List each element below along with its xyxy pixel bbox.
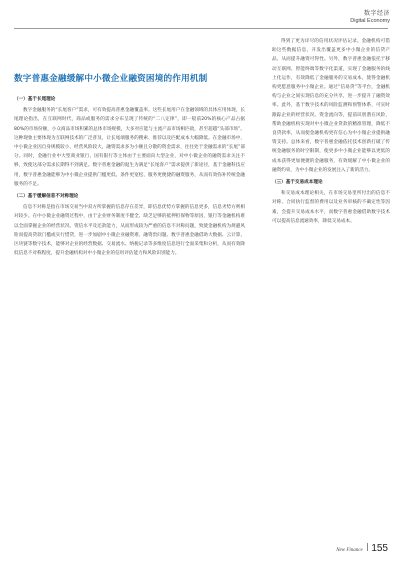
body-paragraph: 和交易成本理论相关，在市场交易里所付出的信息不对称、合同执行监督的费用以及业务审核的不确定性等因素，会提升交易成本水平，而数字普惠金融借助数字技术可以提高信息流通效率，降低交易成本。	[272, 191, 390, 224]
page-footer	[336, 543, 388, 554]
header-rule	[14, 28, 388, 29]
section-title-en: Digital Economy	[350, 18, 390, 24]
section-heading: （二）基于缓解信息不对称理论	[14, 194, 79, 200]
footer-divider	[367, 543, 368, 551]
section-heading: （三）基于交易成本理论	[272, 180, 323, 186]
running-header	[350, 8, 390, 24]
body-paragraph: 数字金融服务的“长尾客户”需求，可有效提高普惠金融覆盖率。这些长尾用户在金融领域的具体应用体现，长尾理论指出，在互联网时代，商品或服务的需求分布呈现了传统的“二八定律”，即一般前20%的核心产品占据80%的市场份额，小众商品市场积累的总体市场规模，大多对应能与主流产品市场相匹敌，甚至超越“头部市场”。这种现象主要体现为互联网技术的广泛普及，让长尾端服务的搜索、推荐以及匹配成本大幅降低。在金融市场中，中小微企业因自身规模较小、经营风险较大，融资需求多为小额且分散的资金需求，往往处于金融需求的“长尾”部分。同时，金融行业中大型商业银行、国有银行等主体由于主要面向大型企业，对中小微企业的融资需求关注不够，致使这部分需求长期得不到满足。数字普惠金融的诞生为满足“长尾客户”需求提供了新途径，基于金融科技应用，数字普惠金融能够为中小微企业提供门槛更低、条件更宽松、服务更便捷的融资服务，从而有效弥补传统金融服务的不足。	[14, 108, 245, 187]
section-heading: （一）基于长尾理论	[14, 97, 56, 102]
magazine-name: New Finance	[336, 548, 363, 553]
body-paragraph: 得到了更为详尽的信用状况评估记录。金融机构可借助这些数据信息，开发出覆盖更多中小微企业的信贷产品，从而提升融资可得性。另外，数字普惠金融依托于移动互联网、智能终端等数字化渠道，实现了金融服务的线上化运作，有效降低了金融服务的交易成本，使得金融机构更愿意服务中小微企业。通过“信易贷”等平台，金融机构与企业之间实现信息的充分共享，进一步提升了融资效率。此外，基于数字技术的风险监测和预警体系，可实时跟踪企业的经营状况、资金流向等，提前识别潜在风险，帮助金融机构实现对中小微企业贷款的精准管理，降低不良贷款率，从而使金融机构更有信心为中小微企业提供融资支持。总体来看，数字普惠金融依托技术创新打破了传统金融服务的时空限制，使更多中小微企业能够以更低的成本获得更加便捷的金融服务，有效缓解了中小微企业的融资约束，为中小微企业的发展注入了新的活力。	[272, 39, 390, 173]
right-column	[272, 37, 390, 542]
left-column	[14, 92, 245, 547]
article-title: 数字普惠金融缓解中小微企业融资困境的作用机制	[14, 74, 208, 84]
page-number: 155	[371, 543, 388, 554]
body-paragraph: 信息不对称是指在市场交易当中双方所掌握的信息存在差异，即信息优势方掌握的信息更多，信息劣势方则相对较少。在中小微企业融资过程中，由于企业财务制度不健全、缺乏足够的抵押担保物等原因，银行等金融机构难以全面掌握企业的经营状况、资信水平及还款能力，从而形成较为严重的信息不对称问题，致使金融机构为规避风险而提高贷款门槛或实行惜贷，进一步加剧中小微企业融资难、融资贵问题。数字普惠金融借助大数据、云计算、区块链等数字技术，能够对企业的经营数据、交易流水、纳税记录等多维度信息进行全面采集和分析，从而有效降低信息不对称程度，提升金融机构对中小微企业的信用评估能力和风险识别能力。	[14, 205, 245, 257]
section-title-cn: 数字经济	[363, 10, 390, 17]
